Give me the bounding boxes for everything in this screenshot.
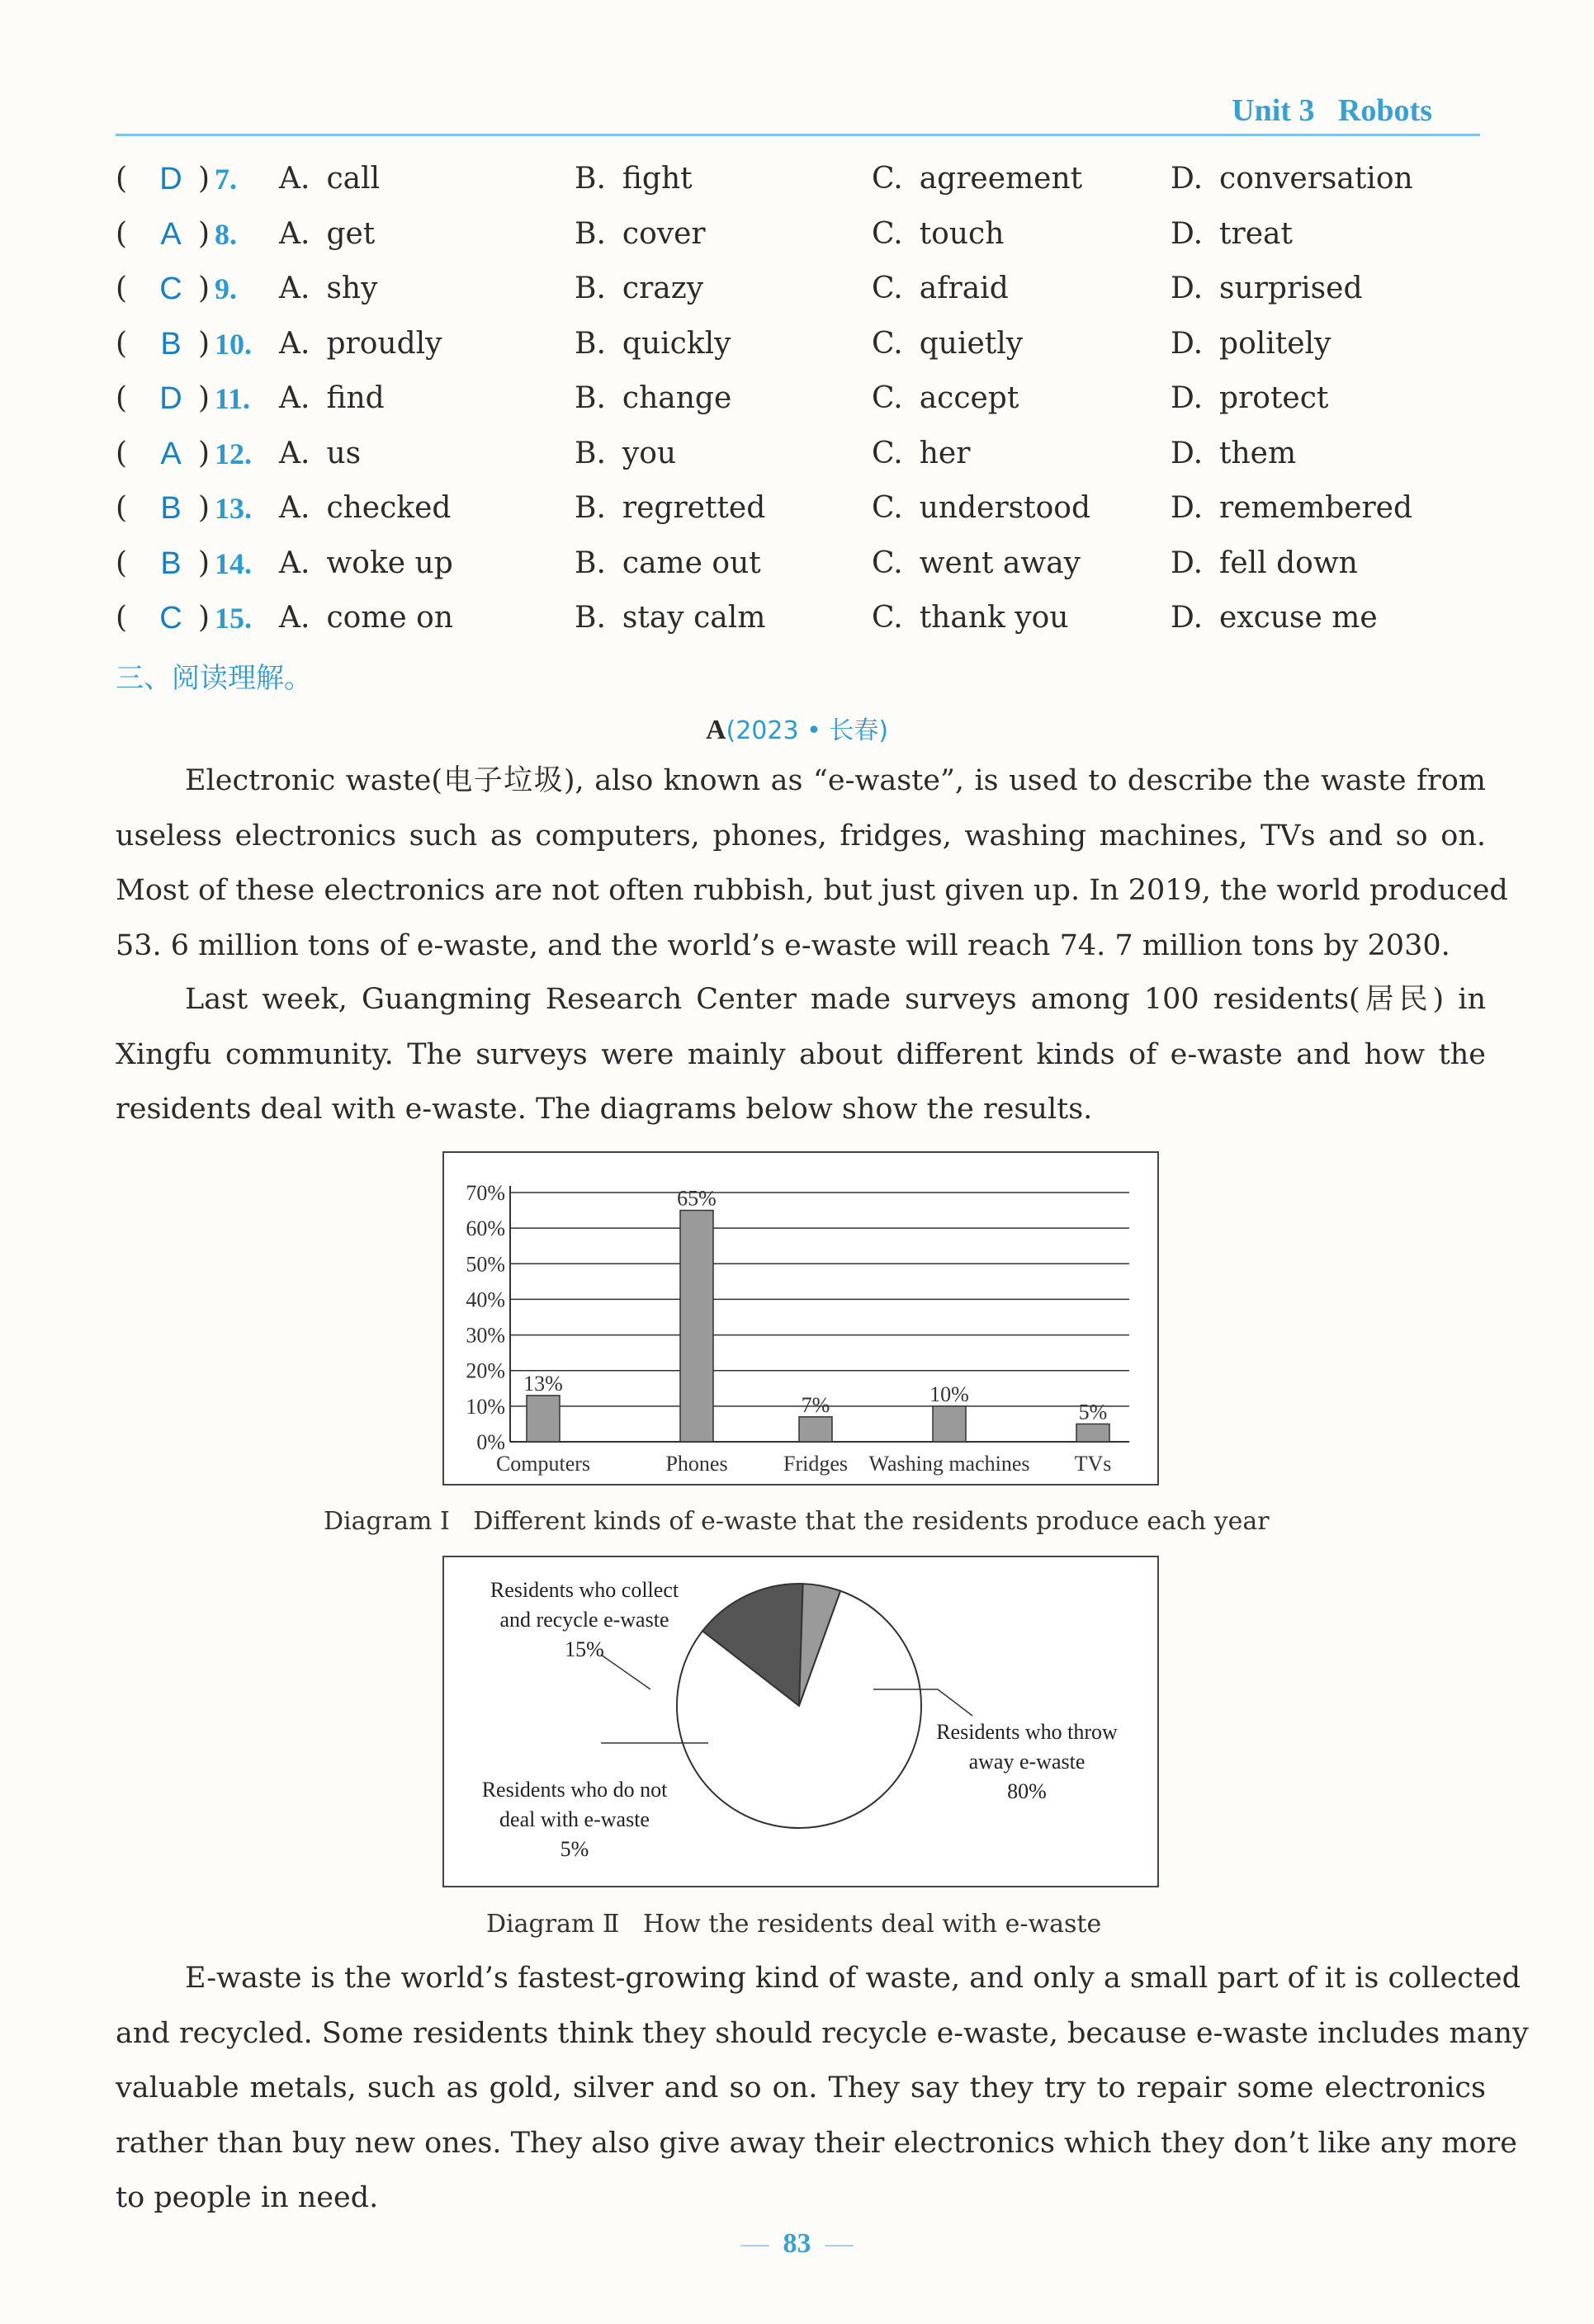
- paren-left: (: [116, 491, 128, 525]
- option-c: [872, 491, 1090, 525]
- question-number: 14.: [215, 546, 252, 580]
- option-a: [279, 162, 380, 196]
- page-number: [0, 2228, 1594, 2260]
- option-d: [1171, 381, 1328, 415]
- option-text: thank you: [919, 601, 1069, 635]
- option-a: [279, 381, 385, 415]
- pie-label-line: Residents who throw: [936, 1720, 1118, 1744]
- question-number: 8.: [215, 217, 237, 251]
- bar: [933, 1406, 966, 1442]
- option-label: A.: [279, 491, 310, 525]
- option-label: C.: [872, 272, 903, 305]
- paren-left: (: [116, 162, 128, 196]
- question-row: [116, 381, 1486, 431]
- option-text: remembered: [1219, 491, 1413, 525]
- pie-label-line: away e-waste: [968, 1750, 1086, 1774]
- option-text: treat: [1219, 216, 1293, 251]
- option-label: B.: [575, 272, 606, 305]
- option-label: C.: [872, 381, 903, 415]
- question-row: [116, 546, 1486, 596]
- option-text: them: [1219, 436, 1297, 470]
- pie-label-line: 80%: [1007, 1779, 1047, 1803]
- option-d: [1171, 327, 1331, 361]
- paren-right: ): [198, 491, 210, 525]
- question-number: 11.: [215, 382, 251, 415]
- question-row: [116, 601, 1486, 650]
- pie-chart: [444, 1557, 1157, 1886]
- paren-left: (: [116, 216, 128, 251]
- paragraph-1: [116, 753, 1508, 973]
- option-c: [872, 327, 1023, 361]
- option-b: [575, 381, 731, 415]
- option-text: came out: [622, 546, 761, 580]
- option-text: regretted: [622, 491, 766, 525]
- option-label: A.: [279, 436, 310, 470]
- option-label: C.: [872, 436, 903, 470]
- paragraph-line: to people in need.: [116, 2181, 379, 2214]
- option-label: A.: [279, 546, 310, 580]
- bar-value-label: 65%: [677, 1186, 717, 1211]
- option-a: [279, 327, 442, 361]
- paragraph-line: E-waste is the world’s fastest-growing kind of waste, and only a small part of it is collected: [185, 1962, 1521, 1995]
- option-label: D.: [1171, 491, 1204, 525]
- paren-right: ): [198, 601, 210, 635]
- answer-letter: B: [160, 546, 182, 581]
- option-label: B.: [575, 326, 606, 361]
- option-text: protect: [1219, 381, 1329, 415]
- option-text: us: [326, 436, 362, 470]
- option-text: find: [326, 381, 385, 415]
- option-b: [575, 437, 676, 470]
- diagram2-label: Diagram Ⅱ: [486, 1910, 620, 1939]
- paren-left: (: [116, 601, 128, 635]
- option-text: woke up: [326, 546, 453, 580]
- paren-right: ): [198, 272, 210, 305]
- option-c: [872, 272, 1009, 305]
- option-label: B.: [575, 216, 606, 251]
- option-text: crazy: [622, 272, 704, 305]
- option-label: B.: [575, 546, 606, 580]
- question-row: [116, 327, 1486, 376]
- option-text: politely: [1219, 326, 1331, 361]
- option-b: [575, 217, 706, 251]
- option-text: afraid: [919, 272, 1009, 305]
- bar-chart-frame: [442, 1151, 1159, 1486]
- paragraph-line: useless electronics such as computers, phones, fridges, washing machines, TVs and so on.: [116, 819, 1486, 853]
- option-label: C.: [872, 162, 903, 196]
- option-d: [1171, 272, 1363, 305]
- question-number: 9.: [215, 272, 237, 305]
- option-a: [279, 217, 375, 251]
- option-b: [575, 601, 765, 635]
- option-text: shy: [326, 272, 378, 305]
- bar: [527, 1396, 560, 1442]
- question-number: 12.: [215, 437, 252, 470]
- answer-letter: A: [160, 216, 182, 252]
- question-row: [116, 217, 1486, 267]
- paren-right: ): [198, 216, 210, 251]
- paragraph-2: [116, 972, 1486, 1137]
- pie-leader-line: [601, 1655, 650, 1689]
- paren-right: ): [198, 381, 210, 415]
- bar-chart: [444, 1153, 1157, 1484]
- x-category-label: Fridges: [783, 1452, 848, 1476]
- option-c: [872, 162, 1082, 196]
- option-d: [1171, 217, 1293, 251]
- question-row: [116, 272, 1486, 321]
- option-d: [1171, 437, 1296, 470]
- option-label: C.: [872, 216, 903, 251]
- bar: [799, 1417, 832, 1442]
- x-category-label: TVs: [1074, 1452, 1112, 1476]
- diagram2-title: How the residents deal with e-waste: [642, 1910, 1102, 1939]
- option-c: [872, 546, 1081, 580]
- diagram2-caption: [486, 1910, 1101, 1939]
- option-text: excuse me: [1219, 601, 1378, 635]
- option-label: A.: [279, 381, 310, 415]
- option-label: B.: [575, 162, 606, 196]
- option-c: [872, 601, 1068, 635]
- option-text: call: [326, 162, 381, 196]
- pie-label-line: 5%: [560, 1837, 589, 1861]
- option-text: agreement: [919, 162, 1083, 196]
- option-text: quietly: [919, 326, 1024, 361]
- option-label: C.: [872, 601, 903, 635]
- option-text: change: [622, 381, 732, 415]
- option-text: you: [622, 436, 677, 470]
- paren-right: ): [198, 436, 210, 470]
- option-label: D.: [1171, 216, 1204, 251]
- option-label: D.: [1171, 546, 1204, 580]
- option-c: [872, 217, 1004, 251]
- option-d: [1171, 491, 1412, 525]
- page-number-value: 83: [783, 2228, 811, 2259]
- paren-left: (: [116, 272, 128, 305]
- option-text: surprised: [1219, 272, 1363, 305]
- option-label: A.: [279, 216, 310, 251]
- answer-letter: D: [159, 381, 182, 416]
- paren-right: ): [198, 546, 210, 580]
- page-dash-right: —: [825, 2228, 854, 2259]
- y-tick-label: 10%: [466, 1394, 505, 1419]
- paren-left: (: [116, 436, 128, 470]
- option-text: come on: [326, 601, 454, 635]
- option-text: conversation: [1219, 162, 1413, 196]
- diagram1-caption: [324, 1507, 1270, 1536]
- option-label: C.: [872, 491, 903, 525]
- y-tick-label: 40%: [466, 1287, 505, 1312]
- pie-chart-frame: [442, 1556, 1159, 1887]
- paragraph-line: rather than buy new ones. They also give away their electronics which they don’t like any more: [116, 2126, 1517, 2160]
- answer-letter: C: [159, 601, 182, 635]
- x-category-label: Washing machines: [868, 1452, 1030, 1476]
- option-a: [279, 491, 451, 525]
- option-b: [575, 327, 731, 361]
- option-text: fell down: [1219, 546, 1358, 580]
- bar: [680, 1211, 713, 1442]
- bar-value-label: 13%: [523, 1371, 563, 1396]
- answer-letter: B: [160, 491, 182, 526]
- option-text: proudly: [326, 326, 442, 361]
- answer-letter: C: [159, 272, 182, 306]
- option-d: [1171, 546, 1358, 580]
- option-a: [279, 272, 377, 305]
- y-tick-label: 30%: [466, 1323, 505, 1348]
- paragraph-line: 53. 6 million tons of e-waste, and the world’s e-waste will reach 74. 7 million tons by 2030.: [116, 928, 1450, 962]
- y-tick-label: 0%: [476, 1430, 505, 1454]
- option-label: D.: [1171, 381, 1204, 415]
- pie-label-line: 15%: [565, 1637, 604, 1661]
- option-label: B.: [575, 436, 606, 470]
- paragraph-line: Xingfu community. The surveys were mainly about different kinds of e-waste and how the: [116, 1037, 1486, 1071]
- section-heading: 三、阅读理解。: [116, 662, 312, 695]
- question-number: 10.: [215, 327, 252, 361]
- option-label: A.: [279, 162, 310, 196]
- option-text: cover: [622, 216, 706, 251]
- bar-value-label: 5%: [1078, 1400, 1108, 1424]
- question-number: 7.: [215, 163, 237, 196]
- option-label: B.: [575, 491, 606, 525]
- option-text: quickly: [622, 326, 731, 361]
- y-tick-label: 50%: [466, 1252, 505, 1277]
- unit-label: Unit 3: [1232, 93, 1315, 128]
- option-text: her: [919, 436, 971, 470]
- bar-value-label: 10%: [929, 1382, 969, 1406]
- paragraph-line: residents deal with e-waste. The diagrams below show the results.: [116, 1093, 1093, 1126]
- pie-label-line: and recycle e-waste: [499, 1608, 669, 1632]
- option-c: [872, 437, 970, 470]
- pie-label-line: deal with e-waste: [499, 1807, 650, 1831]
- answer-letter: D: [159, 162, 182, 196]
- option-label: C.: [872, 546, 903, 580]
- option-text: checked: [326, 491, 452, 525]
- pie-label-line: Residents who collect: [490, 1578, 679, 1602]
- option-label: B.: [575, 601, 606, 635]
- paragraph-line: Last week, Guangming Research Center made surveys among 100 residents(居民) in: [185, 983, 1486, 1016]
- paren-right: ): [198, 326, 210, 361]
- question-number: 13.: [215, 492, 252, 525]
- option-label: D.: [1171, 272, 1204, 305]
- passage-label: A: [705, 715, 726, 745]
- answer-letter: B: [160, 326, 182, 361]
- option-text: stay calm: [622, 601, 766, 635]
- option-text: accept: [919, 381, 1019, 415]
- y-tick-label: 60%: [466, 1216, 505, 1241]
- question-row: [116, 162, 1486, 211]
- unit-title: Robots: [1337, 93, 1432, 128]
- option-label: D.: [1171, 162, 1204, 196]
- diagram1-title: Different kinds of e-waste that the residents produce each year: [473, 1507, 1270, 1536]
- x-category-label: Phones: [665, 1452, 728, 1476]
- answer-letter: A: [160, 436, 182, 471]
- option-label: D.: [1171, 326, 1204, 361]
- diagram1-label: Diagram Ⅰ: [324, 1507, 450, 1536]
- paren-right: ): [198, 162, 210, 196]
- paragraph-3: [116, 1951, 1529, 2226]
- passage-source: (2023 • 长春): [726, 716, 889, 745]
- unit-header: [1232, 92, 1432, 129]
- paren-left: (: [116, 381, 128, 415]
- x-category-label: Computers: [495, 1452, 591, 1476]
- option-d: [1171, 601, 1378, 635]
- option-label: D.: [1171, 601, 1204, 635]
- bar-value-label: 7%: [801, 1392, 830, 1417]
- option-a: [279, 546, 453, 580]
- question-row: [116, 437, 1486, 486]
- page-dash-left: —: [740, 2228, 769, 2259]
- option-b: [575, 546, 761, 580]
- paragraph-line: Most of these electronics are not often rubbish, but just given up. In 2019, the world produced: [116, 874, 1508, 907]
- option-a: [279, 437, 361, 470]
- paren-left: (: [116, 546, 128, 580]
- option-d: [1171, 162, 1413, 196]
- question-row: [116, 491, 1486, 541]
- option-label: A.: [279, 326, 310, 361]
- paren-left: (: [116, 326, 128, 361]
- paragraph-line: and recycled. Some residents think they should recycle e-waste, because e-waste includes many: [116, 2016, 1529, 2050]
- option-c: [872, 381, 1019, 415]
- paragraph-line: valuable metals, such as gold, silver and so on. They say they try to repair some electronics: [116, 2071, 1486, 2104]
- option-a: [279, 601, 453, 635]
- option-text: get: [326, 216, 376, 251]
- option-b: [575, 491, 765, 525]
- option-text: went away: [919, 546, 1081, 580]
- y-tick-label: 20%: [466, 1358, 505, 1383]
- option-b: [575, 162, 693, 196]
- option-label: A.: [279, 601, 310, 635]
- question-number: 15.: [215, 602, 252, 635]
- passage-title: [0, 710, 1594, 746]
- y-tick-label: 70%: [466, 1181, 505, 1205]
- option-b: [575, 272, 703, 305]
- pie-label-line: Residents who do not: [481, 1778, 668, 1802]
- option-label: B.: [575, 381, 606, 415]
- option-text: touch: [919, 216, 1005, 251]
- option-text: understood: [919, 491, 1090, 525]
- option-label: A.: [279, 272, 310, 305]
- option-label: D.: [1171, 436, 1204, 470]
- bar: [1076, 1424, 1109, 1442]
- header-rule: [116, 134, 1480, 136]
- paragraph-line: Electronic waste(电子垃圾), also known as “e-waste”, is used to describe the waste from: [185, 764, 1486, 797]
- option-text: fight: [622, 162, 693, 196]
- option-label: C.: [872, 326, 903, 361]
